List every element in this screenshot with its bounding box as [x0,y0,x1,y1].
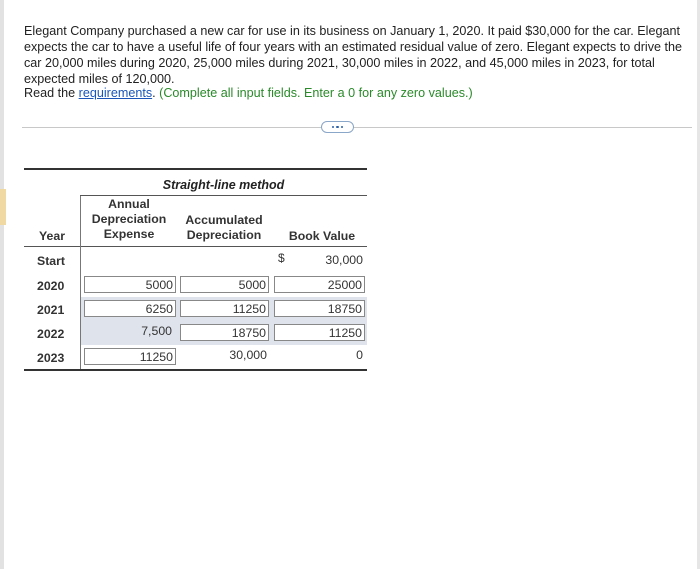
year-column-divider [80,196,81,369]
requirements-link[interactable]: requirements [78,86,153,100]
header-accumulated-depreciation [178,213,270,243]
header-year: Year [39,229,65,243]
accumulated-depreciation-2023-value: 30,000 [229,348,267,362]
book-value-2020-input[interactable] [274,276,365,293]
row-2022-year: 2022 [37,327,65,341]
instructions-period: . [152,86,156,100]
dot-icon [341,126,344,129]
row-2023-year: 2023 [37,351,65,365]
currency-symbol: $ [278,251,285,265]
row-2021-year: 2021 [37,303,65,317]
left-frame-edge [0,0,4,569]
row-start-label: Start [37,254,66,268]
accumulated-depreciation-2022-input[interactable] [180,324,269,341]
header-accum-line2: Depreciation [186,228,262,242]
annual-depreciation-2022-value: 7,500 [141,324,172,338]
accumulated-depreciation-2020-input[interactable] [180,276,269,293]
header-annual-line1: Annual [108,197,150,211]
start-book-value: 30,000 [325,253,363,267]
method-title-underline [80,195,367,196]
instructions-prefix: Read the [24,86,79,100]
annual-depreciation-2021-input[interactable] [84,300,176,317]
book-value-2023-value: 0 [356,348,363,362]
book-value-2022-input[interactable] [274,324,365,341]
book-value-2021-input[interactable] [274,300,365,317]
header-accum-line1: Accumulated [185,213,263,227]
section-divider [22,127,692,128]
instructions-line [24,86,473,100]
dot-icon [336,126,339,129]
expand-more-button[interactable] [321,121,354,133]
instructions-hint: (Complete all input fields. Enter a 0 for any zero values.) [155,86,473,100]
table-top-border [24,168,367,170]
accumulated-depreciation-2021-input[interactable] [180,300,269,317]
header-annual-line3: Expense [103,227,155,241]
table-bottom-border [24,369,367,371]
method-title: Straight-line method [162,178,285,192]
header-book-value: Book Value [288,229,356,243]
problem-text: Elegant Company purchased a new car for use in its business on January 1, 2020. It paid $30,000 for the car. Elegant expects the car to have a useful life of four years with an estimated residual value of zero. Elegant expects to drive the car 20,000 miles during 2020, 25,000 miles during 2021, 30,000 miles in 2022, and 45,000 miles in 2023, for total expected miles of 120,000. [24,23,683,86]
dot-icon [332,126,335,129]
header-bottom-border [24,246,367,247]
annual-depreciation-2020-input[interactable] [84,276,176,293]
header-annual-line2: Depreciation [91,212,167,226]
row-2020-year: 2020 [37,279,65,293]
left-edge-marker [0,189,6,225]
header-annual-depreciation [84,197,174,242]
annual-depreciation-2023-input[interactable] [84,348,176,365]
